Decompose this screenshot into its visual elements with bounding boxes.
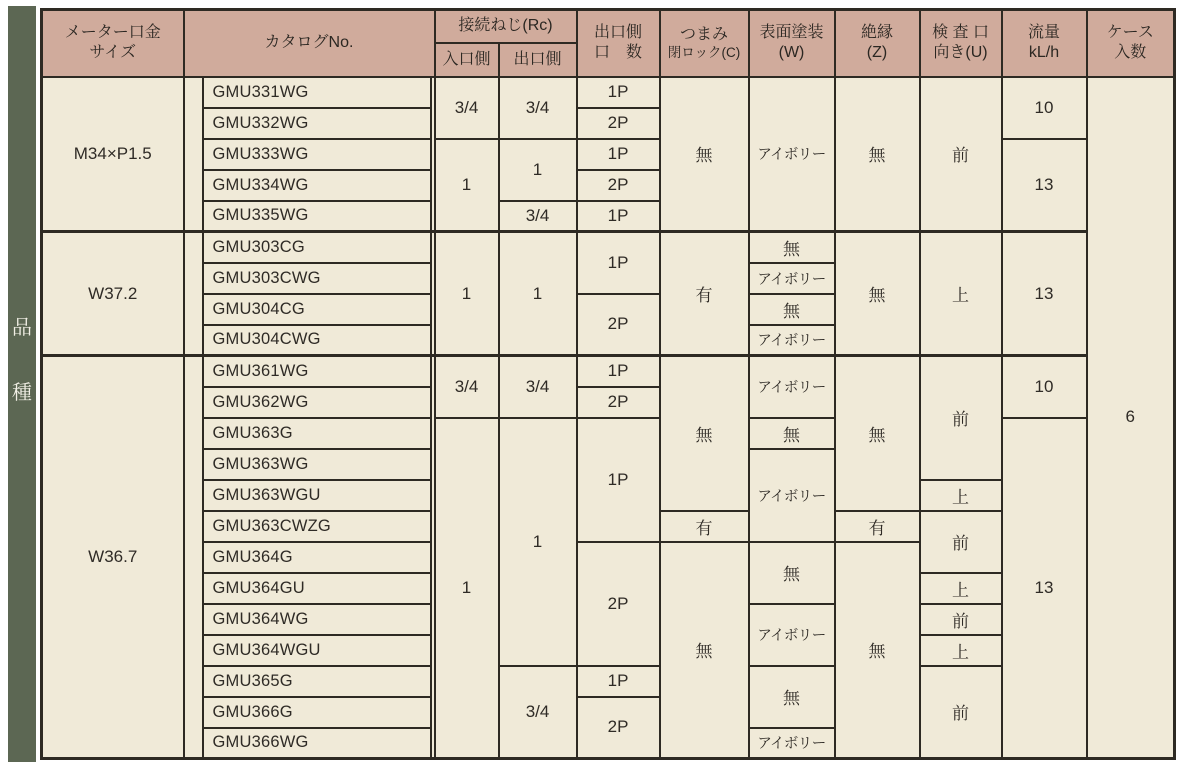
cell-coating: アイボリー [749,263,835,294]
ports-line2: 口 数 [594,44,643,62]
cell-inlet: 1 [435,139,499,232]
cell-outlet: 3/4 [499,666,577,759]
cell-catalog: GMU364WG [203,604,431,635]
catalog-gap [431,449,435,480]
cell-catalog: GMU335WG [203,201,431,232]
cell-outlet: 3/4 [499,201,577,232]
cell-insulation: 無 [835,77,920,232]
catalog-gap [184,108,203,139]
catalog-gap [184,356,203,387]
catalog-gap [184,573,203,604]
catalog-gap [184,325,203,356]
cell-meter-size: W37.2 [42,232,184,356]
insulation-line2: (Z) [866,44,888,62]
cell-catalog: GMU365G [203,666,431,697]
sideband-char-2: 種 [12,382,32,404]
cell-coating: アイボリー [749,604,835,666]
cell-flow: 10 [1002,356,1087,418]
flow-line2: kL/h [1028,44,1060,62]
cell-knob-lock: 有 [660,232,749,356]
catalog-gap [184,232,203,263]
cell-coating: 無 [749,542,835,604]
cell-flow: 13 [1002,232,1087,356]
cell-catalog: GMU363G [203,418,431,449]
cell-ports: 1P [577,232,660,294]
catalog-gap [431,635,435,666]
col-header-catalog-no: カタログNo. [184,10,435,77]
cell-knob-lock: 無 [660,77,749,232]
cell-outlet: 1 [499,139,577,201]
catalog-gap [431,697,435,728]
catalog-gap [184,201,203,232]
cell-inlet: 1 [435,418,499,759]
cell-ports: 1P [577,418,660,542]
cell-inlet: 3/4 [435,77,499,139]
catalog-gap [431,666,435,697]
coating-line2: (W) [778,44,805,62]
cell-catalog: GMU363CWZG [203,511,431,542]
col-header-inspection [920,10,1002,77]
cell-meter-size: M34×P1.5 [42,77,184,232]
case-line1: ケース [1106,24,1154,42]
catalog-gap [431,728,435,759]
cell-ports: 1P [577,77,660,108]
catalog-gap [431,263,435,294]
cell-catalog: GMU366G [203,697,431,728]
cell-inspection: 上 [920,635,1002,666]
col-header-knob-lock [660,10,749,77]
catalog-gap [184,728,203,759]
cell-knob-lock: 無 [660,356,749,511]
catalog-gap [431,542,435,573]
cell-outlet: 3/4 [499,356,577,418]
cell-inlet: 3/4 [435,356,499,418]
cell-ports: 2P [577,108,660,139]
cell-insulation: 無 [835,356,920,511]
table-row [42,418,1175,449]
meter-size-line2: サイズ [89,44,137,62]
cell-knob-lock: 有 [660,511,749,542]
catalog-gap [184,604,203,635]
cell-inspection: 前 [920,666,1002,759]
col-header-screw-group: 接続ねじ(Rc) [435,10,577,43]
cell-coating: アイボリー [749,728,835,759]
cell-catalog: GMU303CG [203,232,431,263]
catalog-gap [184,263,203,294]
cell-catalog: GMU332WG [203,108,431,139]
col-header-inlet: 入口側 [435,43,499,77]
cell-coating: 無 [749,232,835,263]
cell-outlet: 3/4 [499,77,577,139]
cell-coating: アイボリー [749,77,835,232]
cell-case-qty: 6 [1087,77,1175,759]
knob-line1: つまみ [680,25,729,43]
table-row [42,356,1175,387]
case-line2: 入数 [1114,44,1147,62]
sideband-char-1: 品 [12,317,32,339]
catalog-gap [184,77,203,108]
header-row-1 [42,10,1175,43]
cell-catalog: GMU304CWG [203,325,431,356]
cell-catalog: GMU304CG [203,294,431,325]
cell-catalog: GMU364G [203,542,431,573]
cell-insulation: 無 [835,232,920,356]
flow-line1: 流量 [1028,24,1061,42]
cell-meter-size: W36.7 [42,356,184,759]
catalog-gap [184,480,203,511]
col-header-flow [1002,10,1087,77]
table-row [42,77,1175,108]
catalog-gap [431,170,435,201]
cell-catalog: GMU363WG [203,449,431,480]
cell-ports: 2P [577,170,660,201]
meter-size-line1: メーター口金 [64,24,161,42]
catalog-gap [184,666,203,697]
cell-outlet: 1 [499,418,577,666]
cell-ports: 1P [577,201,660,232]
cell-coating: 無 [749,294,835,325]
col-header-ports [577,10,660,77]
catalog-gap [184,139,203,170]
cell-flow: 13 [1002,418,1087,759]
table-row [42,232,1175,263]
catalog-gap [184,387,203,418]
cell-catalog: GMU364WGU [203,635,431,666]
catalog-gap [184,170,203,201]
cell-catalog: GMU366WG [203,728,431,759]
cell-inspection: 前 [920,77,1002,232]
cell-coating: 無 [749,418,835,449]
cell-ports: 2P [577,697,660,759]
cell-knob-lock: 無 [660,542,749,759]
cell-inspection: 上 [920,573,1002,604]
table-row [42,139,1175,170]
catalog-gap [184,449,203,480]
cell-outlet: 1 [499,232,577,356]
coating-line1: 表面塗装 [759,24,824,42]
cell-insulation: 無 [835,542,920,759]
cell-catalog: GMU303CWG [203,263,431,294]
catalog-gap [431,387,435,418]
inspection-line2: 向き(U) [933,44,988,62]
catalog-gap [184,542,203,573]
catalog-gap [431,604,435,635]
cell-ports: 1P [577,666,660,697]
col-header-case-qty [1087,10,1175,77]
cell-ports: 1P [577,356,660,387]
col-header-insulation [835,10,920,77]
cell-inspection: 前 [920,356,1002,480]
col-header-outlet: 出口側 [499,43,577,77]
cell-ports: 2P [577,387,660,418]
cell-inspection: 前 [920,511,1002,573]
cell-insulation: 有 [835,511,920,542]
cell-inspection: 上 [920,232,1002,356]
catalog-gap [431,573,435,604]
cell-coating: 無 [749,666,835,728]
cell-inspection: 上 [920,480,1002,511]
ports-line1: 出口側 [594,24,643,42]
catalog-gap [431,108,435,139]
col-header-coating [749,10,835,77]
col-header-meter-size [42,10,184,77]
insulation-line1: 絶縁 [861,24,894,42]
catalog-gap [184,418,203,449]
inspection-line1: 検 査 口 [932,24,989,42]
cell-coating: アイボリー [749,325,835,356]
cell-catalog: GMU331WG [203,77,431,108]
category-sideband [8,6,36,762]
cell-catalog: GMU334WG [203,170,431,201]
catalog-gap [431,480,435,511]
cell-ports: 2P [577,542,660,666]
catalog-gap [431,201,435,232]
cell-flow: 10 [1002,77,1087,139]
catalog-gap [184,294,203,325]
cell-ports: 2P [577,294,660,356]
cell-catalog: GMU362WG [203,387,431,418]
catalog-gap [431,511,435,542]
spec-table [40,8,1176,760]
cell-catalog: GMU363WGU [203,480,431,511]
catalog-gap [184,635,203,666]
cell-catalog: GMU364GU [203,573,431,604]
knob-line2: 閉ロック(C) [667,44,741,60]
catalog-gap [431,294,435,325]
cell-coating: アイボリー [749,449,835,542]
catalog-gap [184,511,203,542]
cell-coating: アイボリー [749,356,835,418]
catalog-gap [431,325,435,356]
cell-flow: 13 [1002,139,1087,232]
cell-catalog: GMU333WG [203,139,431,170]
cell-ports: 1P [577,139,660,170]
cell-inspection: 前 [920,604,1002,635]
cell-catalog: GMU361WG [203,356,431,387]
catalog-gap [184,697,203,728]
cell-inlet: 1 [435,232,499,356]
